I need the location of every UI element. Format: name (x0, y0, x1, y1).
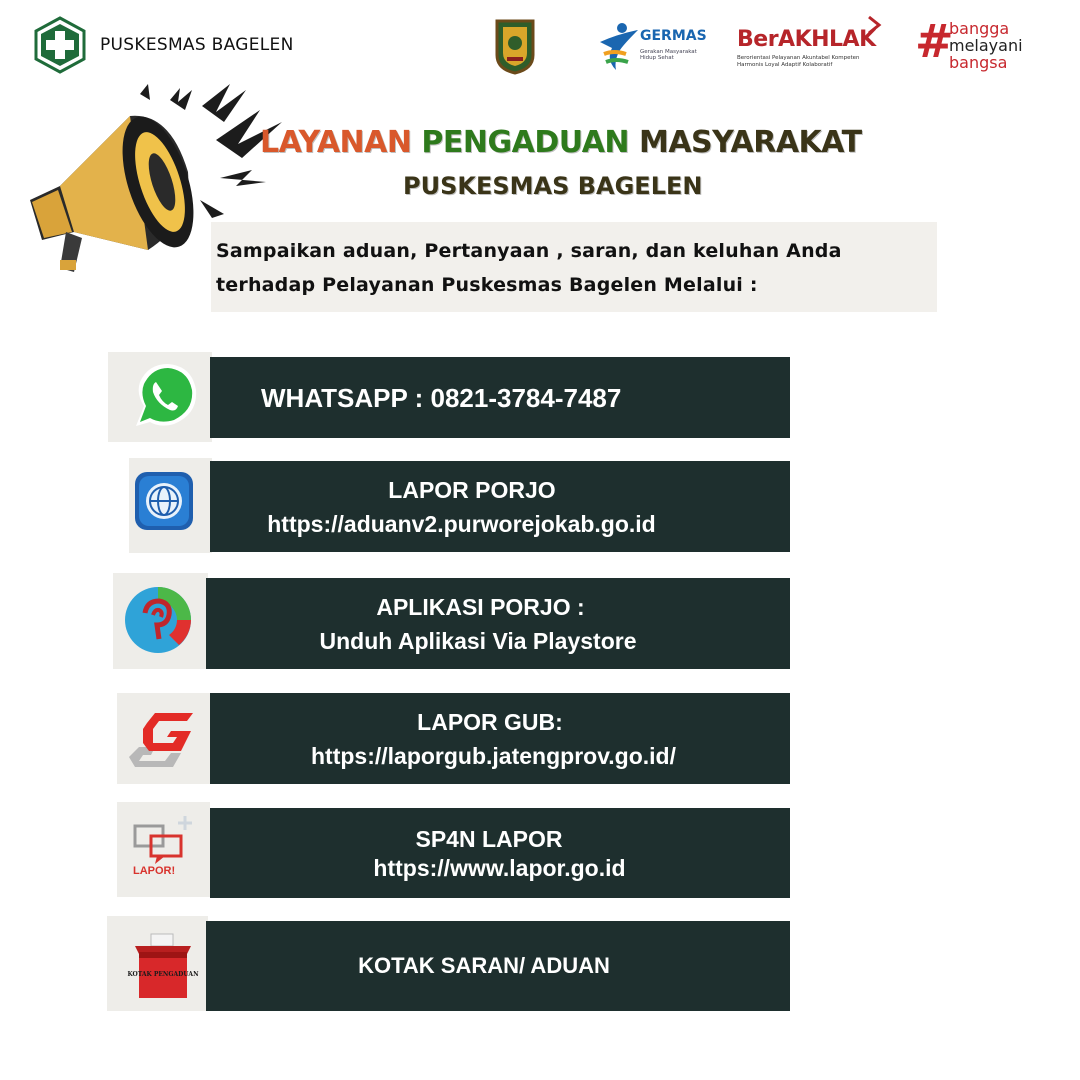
aplikasi-porjo-bar (206, 578, 790, 669)
berakhlak-subtitle: Berorientasi Pelayanan Akuntabel Kompeten Harmonis Loyal Adaptif Kolaboratif (737, 55, 860, 68)
berakhlak-title: BerAKHLAK (737, 27, 876, 52)
lapor-porjo-url: https://aduanv2.purworejokab.go.id (267, 510, 656, 537)
bangga-line1: bangga (949, 19, 1010, 38)
intro-line-1: Sampaikan aduan, Pertanyaan , saran, dan keluhan Anda (216, 240, 842, 262)
lapor-porjo-bar (210, 461, 790, 552)
sp4n-lapor-bar (210, 808, 790, 898)
title-part-green: PENGADUAN (421, 125, 630, 160)
whatsapp-icon-box (108, 352, 212, 442)
brand (34, 16, 294, 74)
germas-title: GERMAS (640, 28, 707, 44)
page-subtitle: PUSKESMAS BAGELEN (403, 172, 703, 200)
page-title (260, 125, 860, 160)
kotak-saran-label: KOTAK SARAN/ ADUAN (358, 953, 610, 978)
title-part-dark: MASYARAKAT (638, 125, 862, 160)
lapor-icon-text: LAPOR! (133, 865, 176, 877)
lapor-gub-url: https://laporgub.jatengprov.go.id/ (311, 742, 676, 769)
puskesmas-logo-icon (34, 16, 86, 74)
regency-emblem-icon (493, 17, 537, 75)
kotak-saran-bar (206, 921, 790, 1011)
germas-subtitle: Gerakan Masyarakat Hidup Sehat (640, 49, 697, 61)
lapor-gub-label: LAPOR GUB: (417, 708, 563, 735)
lapor-gub-bar (210, 693, 790, 784)
bangga-line2: melayani (949, 36, 1023, 55)
hashtag-icon: # (915, 14, 954, 68)
bangga-melayani-logo (915, 14, 1033, 72)
lapor-porjo-label: LAPOR PORJO (388, 476, 556, 503)
whatsapp-label: WHATSAPP : 0821-3784-7487 (261, 382, 622, 413)
sp4n-lapor-url: https://www.lapor.go.id (373, 855, 626, 881)
intro-line-2: terhadap Pelayanan Puskesmas Bagelen Melalui : (216, 274, 758, 296)
sp4n-lapor-label: SP4N LAPOR (415, 826, 563, 852)
whatsapp-bar (210, 357, 790, 438)
berakhlak-logo (737, 15, 885, 75)
aplikasi-porjo-desc: Unduh Aplikasi Via Playstore (319, 627, 637, 654)
germas-figure-icon (598, 20, 640, 72)
germas-logo (598, 20, 706, 72)
intro-box (211, 222, 937, 312)
title-part-orange: LAYANAN (260, 125, 412, 160)
whatsapp-icon (122, 360, 202, 432)
brand-name: PUSKESMAS BAGELEN (100, 35, 294, 55)
aplikasi-porjo-label: APLIKASI PORJO : (376, 593, 585, 620)
bangga-line3: bangsa (949, 53, 1008, 72)
laporgub-icon (125, 707, 197, 771)
suggestion-box-label: KOTAK PENGADUAN (127, 971, 199, 978)
